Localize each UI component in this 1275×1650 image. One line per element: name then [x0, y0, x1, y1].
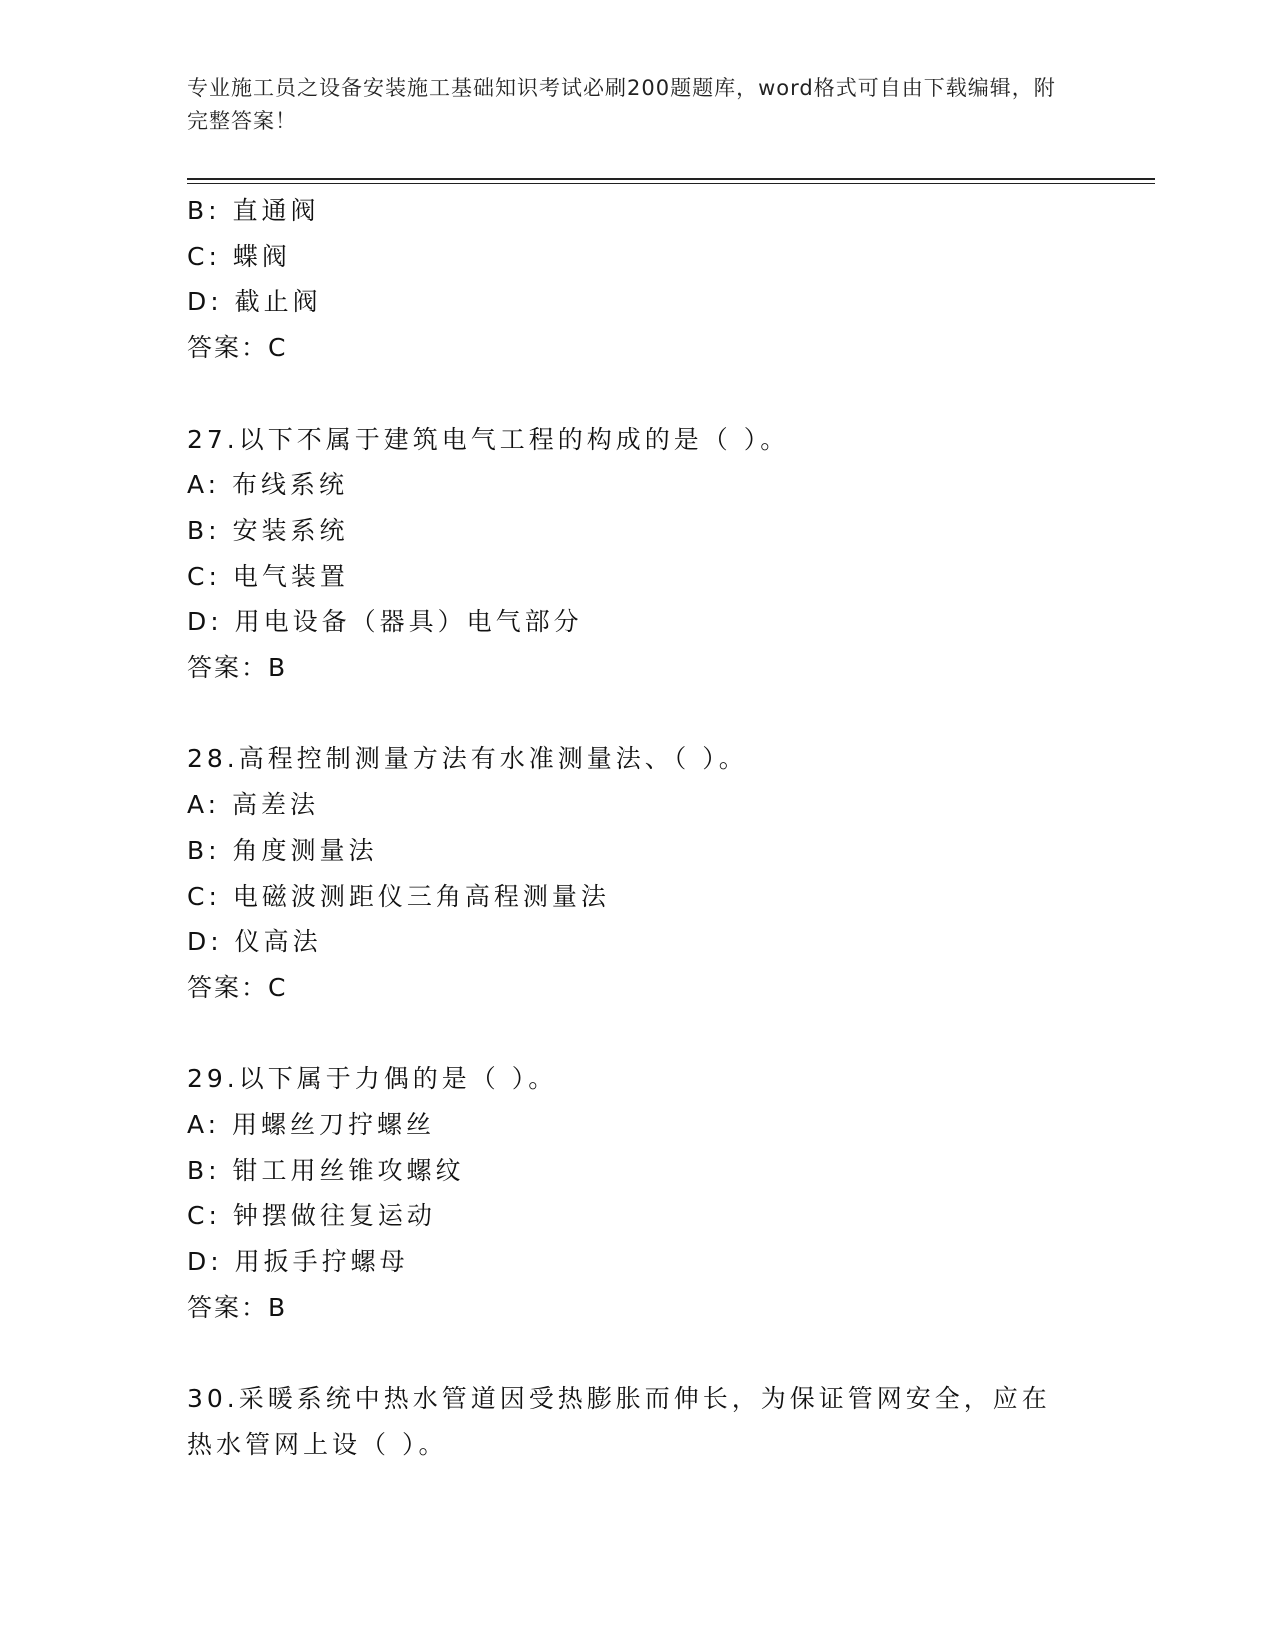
- partial-question-block: [187, 188, 1087, 371]
- option-a: A: 用螺丝刀拧螺丝: [187, 1110, 436, 1140]
- option-c: C: 钟摆做往复运动: [187, 1201, 436, 1231]
- option-b: B: 直通阀: [187, 196, 320, 225]
- document-header: [187, 72, 1067, 138]
- question-28: [187, 736, 1087, 1010]
- option-d: D: 用扳手拧螺母: [187, 1247, 409, 1277]
- option-c: C: 电磁波测距仪三角高程测量法: [187, 881, 610, 911]
- option-d: D: 仪高法: [187, 927, 322, 957]
- option-a: A: 高差法: [187, 790, 320, 820]
- option-d: D: 截止阀: [187, 287, 322, 317]
- header-divider-thin: [187, 183, 1155, 184]
- option-d: D: 用电设备（器具）电气部分: [187, 607, 583, 637]
- option-a: A: 布线系统: [187, 470, 349, 500]
- option-b: B: 安装系统: [187, 515, 349, 545]
- question-text: 30.采暖系统中热水管道因受热膨胀而伸长，为保证管网安全，应在热水管网上设（ ）。: [187, 1384, 1051, 1459]
- answer-line: 答案：B: [187, 1292, 288, 1322]
- question-30: [187, 1376, 1087, 1467]
- question-content: [187, 188, 1087, 1468]
- question-text: 28.高程控制测量方法有水准测量法、（ ）。: [187, 744, 748, 774]
- question-27: [187, 417, 1087, 691]
- option-c: C: 蝶阀: [187, 241, 291, 271]
- option-b: B: 钳工用丝锥攻螺纹: [187, 1155, 465, 1185]
- option-b: B: 角度测量法: [187, 835, 378, 865]
- header-divider-thick: [187, 178, 1155, 180]
- question-text: 29.以下属于力偶的是（ ）。: [187, 1064, 558, 1094]
- header-title: 专业施工员之设备安装施工基础知识考试必刷200题题库，word格式可自由下载编辑，附完整答案！: [187, 76, 1056, 133]
- question-text: 27.以下不属于建筑电气工程的构成的是（ ）。: [187, 424, 790, 454]
- answer-line: 答案：C: [187, 333, 288, 363]
- answer-line: 答案：B: [187, 653, 288, 683]
- answer-line: 答案：C: [187, 972, 288, 1002]
- option-c: C: 电气装置: [187, 561, 349, 591]
- question-29: [187, 1056, 1087, 1330]
